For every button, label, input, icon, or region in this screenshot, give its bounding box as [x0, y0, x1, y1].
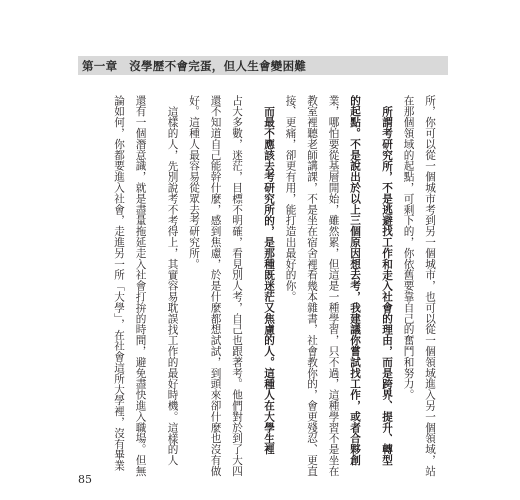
- text-column: 這樣的人，先別說考不考得上，其實容易耽誤找工作的最好時機。這樣的人: [166, 105, 179, 466]
- text-column: 所謂考研究所，不是逃避找工作和走入社會的理由，而是跨界、提升、轉型: [381, 105, 393, 466]
- text-column: 的起點。不是說出於以上三個原因想去考，我建議你嘗試找工作，或者合夥創: [349, 95, 361, 466]
- body-text: [113, 95, 440, 477]
- text-column: 還不知道自己能幹什麼，感到焦慮，於是什麼都想試試，到頭來卻什麼也沒有做: [209, 95, 222, 477]
- chapter-header-bar: [78, 56, 448, 75]
- text-column: 業，哪怕要從基層開始，雖然累，但這是一種學習，只不過，這種學習不是坐在: [327, 95, 340, 477]
- text-column: 還有一個潛意識，就是盡量拖延走入社會打拚的時間，避免盡快進入職場。但無: [134, 95, 147, 477]
- text-column: 論如何，你都要進入社會，走進另一所「大學」，在社會這所大學裡，沒有畢業: [113, 95, 125, 472]
- text-column: 接、更痛，卻更有用，能打造出最好的你。: [284, 95, 297, 303]
- chapter-title: 第一章 沒學歷不會完蛋，但人生會變困難: [82, 58, 307, 73]
- text-column: 占大多數，迷茫，目標不明確，看見別人考，自己也跟著考。他們對於到了大四: [231, 95, 243, 477]
- text-column: 教室裡聽老師講課，不是坐在宿舍裡看幾本雜書，社會教你的，會更殘忍、更直: [306, 95, 318, 477]
- text-column: 所，你可以從一個城市考到另一個城市，也可以從一個領域進入另一個領域，站: [424, 95, 436, 477]
- text-column: 好。這種人最容易從眾去考研究所。: [188, 95, 200, 270]
- page-number: 85: [78, 473, 92, 486]
- text-column: 在那個領域的起點，可剩下的，你依舊要靠自己的奮鬥和努力。: [402, 95, 415, 401]
- text-column: 而最不應該去考研究所的，是那種既迷茫又焦慮的人。這種人在大學生裡: [263, 105, 275, 455]
